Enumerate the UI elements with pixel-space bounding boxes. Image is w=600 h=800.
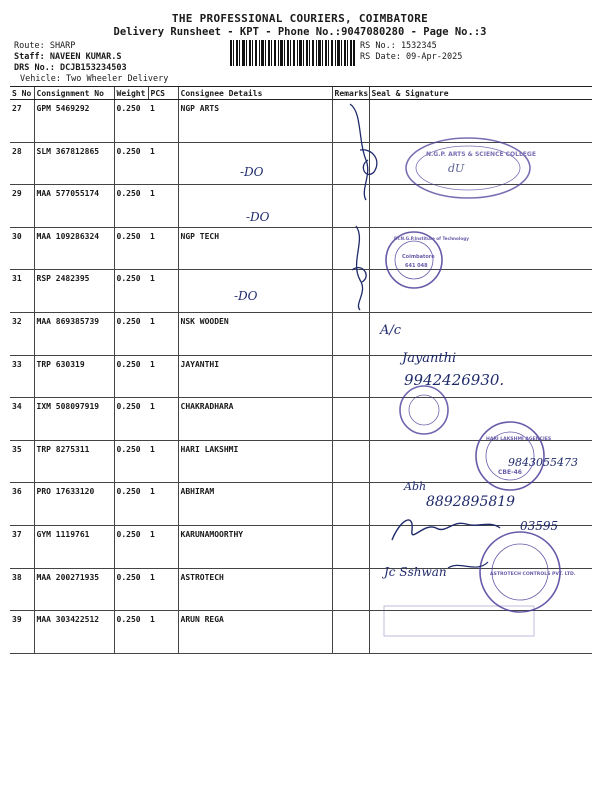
table-row: [10, 525, 592, 568]
cell-consignee: NSK WOODEN: [178, 312, 332, 355]
table-row: [10, 227, 592, 270]
cell-consignment: MAA 869385739: [34, 312, 114, 355]
cell-weight: 0.250: [114, 568, 148, 611]
cell-remarks: [332, 525, 369, 568]
cell-pcs: 1: [148, 355, 178, 398]
ditto-mark: -DO: [246, 210, 270, 224]
cell-weight: 0.250: [114, 227, 148, 270]
cell-consignee: ABHIRAM: [178, 483, 332, 526]
handwritten-note: A/c: [380, 323, 402, 338]
col-consignment: Consignment No: [34, 87, 114, 100]
cell-consignment: GYM 1119761: [34, 525, 114, 568]
cell-weight: 0.250: [114, 525, 148, 568]
cell-pcs: 1: [148, 227, 178, 270]
cell-sno: 36: [10, 483, 34, 526]
table-row: [10, 185, 592, 228]
cell-pcs: 1: [148, 142, 178, 185]
cell-consignment: MAA 200271935: [34, 568, 114, 611]
cell-consignment: MAA 303422512: [34, 611, 114, 654]
cell-consignee: HARI LAKSHMI: [178, 440, 332, 483]
cell-weight: 0.250: [114, 185, 148, 228]
cell-seal: [369, 227, 592, 270]
cell-consignee: [178, 270, 332, 313]
cell-sno: 28: [10, 142, 34, 185]
route-label: Route: SHARP: [14, 41, 76, 51]
cell-remarks: [332, 440, 369, 483]
table-row: [10, 270, 592, 313]
cell-pcs: 1: [148, 398, 178, 441]
cell-remarks: [332, 100, 369, 143]
cell-seal: [369, 568, 592, 611]
cell-seal: [369, 483, 592, 526]
signature: Abh: [404, 480, 427, 493]
cell-seal: [369, 270, 592, 313]
cell-consignee: JAYANTHI: [178, 355, 332, 398]
cell-pcs: 1: [148, 312, 178, 355]
cell-sno: 31: [10, 270, 34, 313]
col-seal: Seal & Signature: [369, 87, 592, 100]
cell-sno: 37: [10, 525, 34, 568]
stamp-text: ASTROTECH CONTROLS PVT. LTD.: [490, 572, 576, 577]
handwritten-phone: 8892895819: [426, 494, 516, 510]
table-row: [10, 483, 592, 526]
table-row: [10, 142, 592, 185]
stamp-text: Dr.N.G.P.Institute of Technology: [394, 236, 469, 241]
cell-sno: 35: [10, 440, 34, 483]
cell-remarks: [332, 611, 369, 654]
table-row: [10, 355, 592, 398]
cell-remarks: [332, 568, 369, 611]
stamp-text: CBE-46: [498, 469, 522, 476]
cell-pcs: 1: [148, 611, 178, 654]
ditto-mark: -DO: [240, 165, 264, 179]
cell-consignee: ARUN REGA: [178, 611, 332, 654]
table-row: [10, 440, 592, 483]
cell-consignment: IXM 508097919: [34, 398, 114, 441]
cell-seal: [369, 312, 592, 355]
handwritten-phone: 9843055473: [508, 456, 578, 469]
cell-sno: 39: [10, 611, 34, 654]
rs-date: RS Date: 09-Apr-2025: [360, 52, 463, 62]
cell-pcs: 1: [148, 185, 178, 228]
cell-consignee: [178, 142, 332, 185]
cell-weight: 0.250: [114, 611, 148, 654]
stamp-text: N.G.P. ARTS & SCIENCE COLLEGE: [426, 151, 536, 158]
cell-weight: 0.250: [114, 355, 148, 398]
cell-consignee: KARUNAMOORTHY: [178, 525, 332, 568]
cell-consignment: TRP 630319: [34, 355, 114, 398]
table-row: [10, 398, 592, 441]
table-row: [10, 611, 592, 654]
col-consignee: Consignee Details: [178, 87, 332, 100]
cell-consignment: GPM 5469292: [34, 100, 114, 143]
cell-seal: [369, 440, 592, 483]
cell-consignment: MAA 109286324: [34, 227, 114, 270]
cell-remarks: [332, 142, 369, 185]
cell-pcs: 1: [148, 483, 178, 526]
cell-consignment: RSP 2482395: [34, 270, 114, 313]
cell-remarks: [332, 270, 369, 313]
cell-seal: [369, 185, 592, 228]
cell-remarks: [332, 312, 369, 355]
cell-consignment: TRP 8275311: [34, 440, 114, 483]
company-title: THE PROFESSIONAL COURIERS, COIMBATORE: [171, 12, 429, 25]
cell-pcs: 1: [148, 100, 178, 143]
runsheet-subtitle: Delivery Runsheet - KPT - Phone No.:9047080280 - Page No.:3: [113, 26, 487, 38]
cell-sno: 32: [10, 312, 34, 355]
cell-consignment: PRO 17633120: [34, 483, 114, 526]
cell-consignee: NGP ARTS: [178, 100, 332, 143]
cell-sno: 34: [10, 398, 34, 441]
col-weight: Weight: [114, 87, 148, 100]
col-remarks: Remarks: [332, 87, 369, 100]
cell-sno: 29: [10, 185, 34, 228]
cell-seal: [369, 611, 592, 654]
cell-seal: [369, 100, 592, 143]
cell-sno: 27: [10, 100, 34, 143]
cell-weight: 0.250: [114, 142, 148, 185]
col-sno: S No: [10, 87, 34, 100]
cell-seal: [369, 525, 592, 568]
stamp-text: HARI LAKSHMI AGENCIES: [486, 437, 552, 442]
signature: Jayanthi: [402, 351, 457, 366]
rs-number: RS No.: 1532345: [360, 41, 437, 51]
cell-weight: 0.250: [114, 398, 148, 441]
table-row: [10, 568, 592, 611]
cell-consignee: NGP TECH: [178, 227, 332, 270]
staff-label: Staff: NAVEEN KUMAR.S: [14, 52, 122, 62]
handwritten-number: 03595: [520, 519, 559, 533]
stamp-text: 641 048: [405, 263, 428, 269]
drs-label: DRS No.: DCJB153234503: [14, 63, 127, 73]
cell-weight: 0.250: [114, 440, 148, 483]
cell-pcs: 1: [148, 525, 178, 568]
barcode: [230, 40, 355, 66]
cell-seal: [369, 355, 592, 398]
col-pcs: PCS: [148, 87, 178, 100]
handwritten-phone: 9942426930.: [404, 371, 505, 389]
cell-remarks: [332, 355, 369, 398]
cell-remarks: [332, 227, 369, 270]
table-row: [10, 100, 592, 143]
table-header-row: [10, 87, 592, 100]
vehicle-label: Vehicle: Two Wheeler Delivery: [20, 74, 169, 84]
runsheet-table: [10, 86, 592, 654]
cell-pcs: 1: [148, 440, 178, 483]
cell-weight: 0.250: [114, 483, 148, 526]
cell-consignment: SLM 367812865: [34, 142, 114, 185]
cell-pcs: 1: [148, 568, 178, 611]
signature: dU: [448, 162, 465, 175]
cell-consignee: CHAKRADHARA: [178, 398, 332, 441]
cell-consignment: MAA 577055174: [34, 185, 114, 228]
cell-sno: 33: [10, 355, 34, 398]
cell-remarks: [332, 483, 369, 526]
ditto-mark: -DO: [234, 289, 258, 303]
cell-consignee: [178, 185, 332, 228]
cell-weight: 0.250: [114, 270, 148, 313]
stamp-text: Coimbatore: [402, 254, 435, 260]
cell-sno: 30: [10, 227, 34, 270]
cell-remarks: [332, 398, 369, 441]
cell-pcs: 1: [148, 270, 178, 313]
cell-seal: [369, 398, 592, 441]
cell-consignee: ASTROTECH: [178, 568, 332, 611]
signature: Jc Sshwan: [384, 565, 447, 579]
cell-seal: [369, 142, 592, 185]
cell-remarks: [332, 185, 369, 228]
cell-sno: 38: [10, 568, 34, 611]
cell-weight: 0.250: [114, 312, 148, 355]
table-row: [10, 312, 592, 355]
cell-weight: 0.250: [114, 100, 148, 143]
